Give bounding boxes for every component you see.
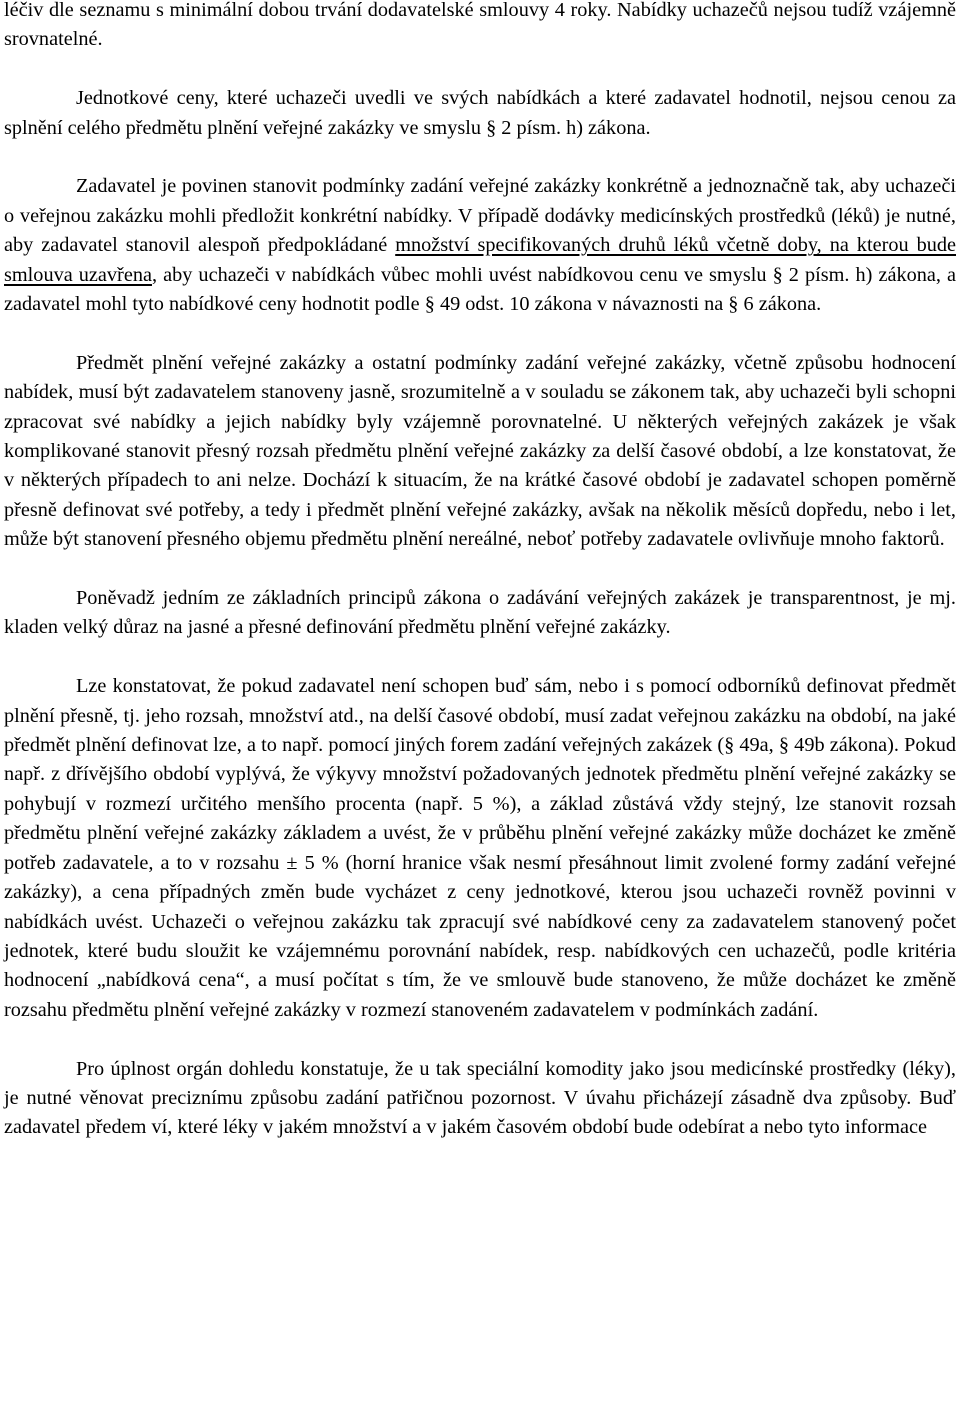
paragraph-text: Předmět plnění veřejné zakázky a ostatní podmínky zadání veřejné zakázky, včetně způsobu hodnocení nabídek, musí být zadavatelem stanoveny jasně, srozumitelně a v souladu se zákonem tak, aby uchazeči byli schopni zpracovat své nabídky a jejich nabídky byly vzájemně porovnatelné. U některých veřejných zakázek je však komplikované stanovit přesný rozsah předmětu plnění veřejné zakázky za delší časové období, a lze konstatovat, že v některých případech to ani nelze. Dochází k situacím, že na krátké časové období je zadavatel schopen poměrně přesně definovat své potřeby, a tedy i předmět plnění veřejné zakázky, avšak na několik měsíců dopředu, nebo i let, může být stanovení přesného objemu předmětu plnění nereálné, neboť potřeby zadavatele ovlivňuje mnoho faktorů. [4, 351, 956, 551]
paragraph-contracting-conditions [4, 172, 956, 319]
paragraph-completeness [4, 1055, 956, 1143]
paragraph-text: Jednotkové ceny, které uchazeči uvedli ve svých nabídkách a které zadavatel hodnotil, nejsou cenou za splnění celého předmětu plnění veřejné zakázky ve smyslu § 2 písm. h) zákona. [4, 87, 956, 139]
paragraph-text-after: , aby uchazeči v nabídkách vůbec mohli uvést nabídkovou cenu ve smyslu § 2 písm. h) zákona, a zadavatel mohl tyto nabídkové ceny hodnotit podle § 49 odst. 10 zákona v návaznosti na § 6 zákona. [4, 263, 957, 316]
paragraph-text-before: Zadavatel je povinen stanovit podmínky zadání veřejné zakázky konkrétně a jednoznačně tak, aby uchazeči o veřejnou zakázku mohli předložit konkrétní nabídky. V případě dodávky medicínských prostředků (léků) je nutné, aby zadavatel stanovil alespoň předpokládané [4, 175, 956, 257]
paragraph-text: Lze konstatovat, že pokud zadavatel není schopen buď sám, nebo i s pomocí odborníků definovat předmět plnění přesně, tj. jeho rozsah, množství atd., na delší časové období, musí zadat veřejnou zakázku na období, na jaké předmět plnění definovat lze, a to např. pomocí jiných forem zadání veřejných zakázek (§ 49a, § 49b zákona). Pokud např. z dřívějšího období vyplývá, že výkyvy množství požadovaných jednotek předmětu plnění veřejné zakázky se pohybují v rozmezí určitého menšího procenta (např. 5 %), a základ zůstává vždy stejný, lze stanovit rozsah předmětu plnění veřejné zakázky základem a uvést, že v průběhu plnění veřejné zakázky může docházet ke změně potřeb zadavatele, a to v rozsahu ± 5 % (horní hranice však nesmí přesáhnout limit zvolené formy zadání veřejné zakázky), a cena případných změn bude vycházet z ceny jednotkové, kterou jsou uchazeči rovněž povinni v nabídkách uvést. Uchazeči o veřejnou zakázku tak zpracují své nabídkové ceny za zadavatelem stanovený počet jednotek, které budu sloužit ke vzájemnému porovnání nabídek, resp. nabídkových cen uchazečů, podle kritéria hodnocení „nabídková cena“, a musí počítat s tím, že ve smlouvě bude stanoveno, že může docházet ke změně rozsahu předmětu plnění veřejné zakázky v rozmezí stanoveném zadavatelem v podmínkách zadání. [4, 675, 956, 1021]
paragraph-text: Poněvadž jedním ze základních principů zákona o zadávání veřejných zakázek je transparentnost, je mj. kladen velký důraz na jasné a přesné definování předmětu plnění veřejné zakázky. [4, 587, 956, 639]
underlined-phrase: množství specifikovaných druhů léků včetně doby, na kterou bude smlouva uzavřena [4, 234, 956, 286]
paragraph-conclusion [4, 672, 956, 1025]
paragraph-transparency [4, 584, 956, 643]
paragraph-text: léčiv dle seznamu s minimální dobou trvání dodavatelské smlouvy 4 roky. Nabídky uchazečů nejsou tudíž vzájemně srovnatelné. [4, 0, 956, 51]
paragraph-text: Pro úplnost orgán dohledu konstatuje, že u tak speciální komodity jako jsou medicínské prostředky (léky), je nutné věnovat preciznímu způsobu zadání patřičnou pozornost. V úvahu přicházejí zásadně dva způsoby. Buď zadavatel předem ví, které léky v jakém množství a v jakém časovém období bude odebírat a nebo tyto informace [4, 1057, 956, 1139]
paragraph-unit-prices [4, 84, 956, 143]
paragraph-subject-of-performance [4, 349, 956, 555]
paragraph-continuation [4, 0, 956, 55]
